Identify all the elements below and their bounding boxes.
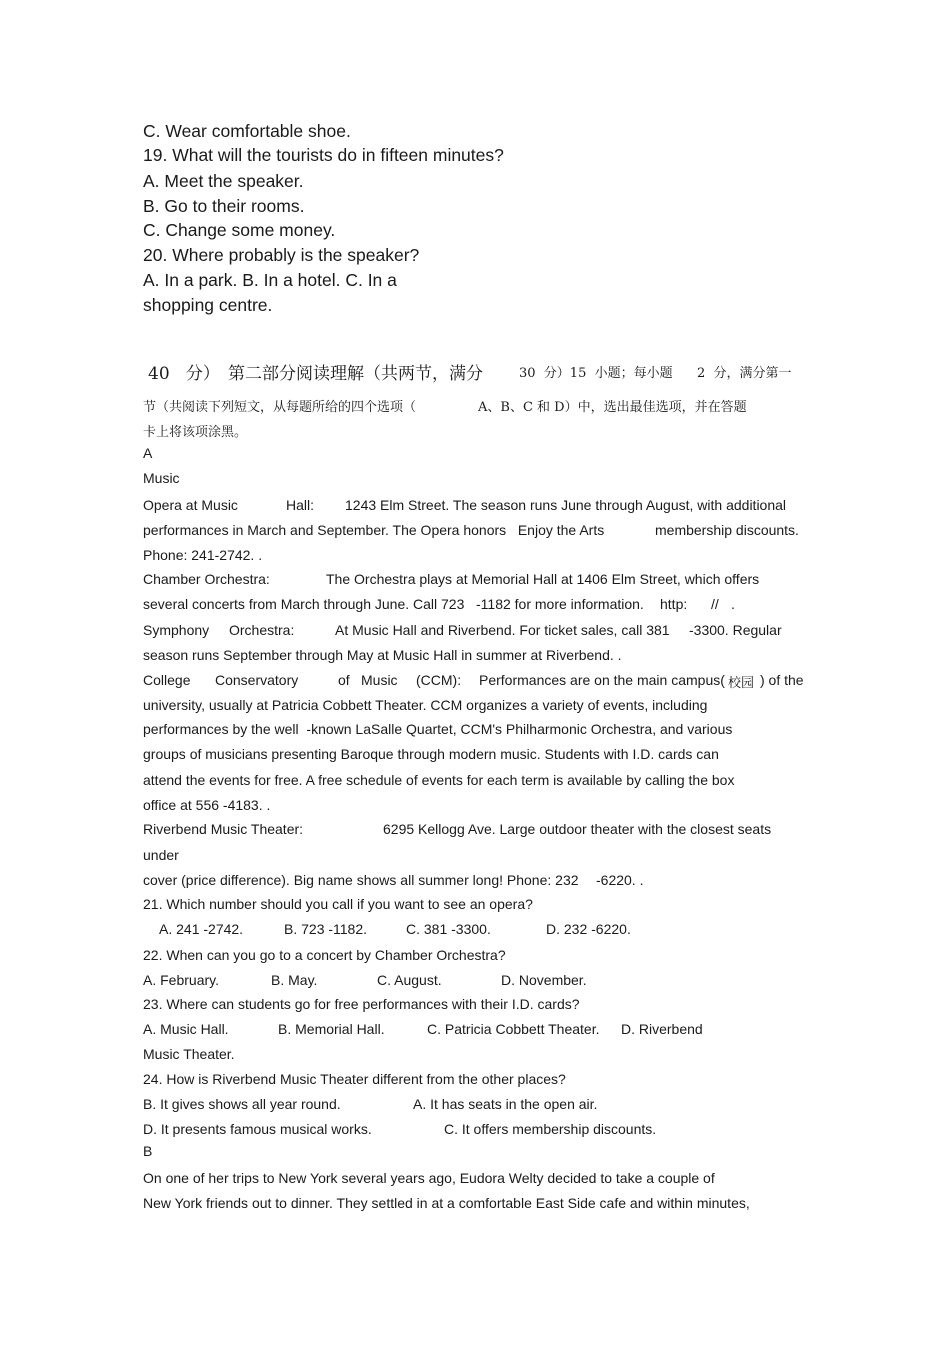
- entry-text: membership discounts.: [655, 522, 799, 538]
- entry-text: 6295 Kellogg Ave. Large outdoor theater with the closest seats: [383, 821, 772, 837]
- answer-option: B. Go to their rooms.: [143, 196, 305, 216]
- question-19: 19. What will the tourists do in fifteen minutes?: [143, 145, 504, 165]
- answer-option: B. Memorial Hall.: [278, 1021, 385, 1037]
- entry-text: cover (price difference). Big name shows all summer long! Phone: 232: [143, 872, 579, 888]
- answer-option: C. Patricia Cobbett Theater.: [427, 1021, 600, 1037]
- answer-option: B. May.: [271, 972, 318, 988]
- entry-text: performances in March and September. The Opera honors Enjoy the Arts: [143, 522, 605, 538]
- entry-text: season runs September through May at Music Hall in summer at Riverbend. .: [143, 647, 622, 663]
- entry-name: College: [143, 672, 191, 688]
- passage-label: B: [143, 1143, 153, 1159]
- entry-text: office at 556 -4183. .: [143, 797, 271, 813]
- answer-options-continued: shopping centre.: [143, 295, 273, 315]
- header-segment: 30 分）15 小题；每小题: [519, 366, 673, 381]
- entry-text: .: [731, 596, 735, 612]
- entry-text: under: [143, 847, 179, 863]
- passage-title: Music: [143, 470, 180, 486]
- passage-text: On one of her trips to New York several years ago, Eudora Welty decided to take a couple of: [143, 1170, 715, 1186]
- entry-name: Conservatory: [215, 672, 299, 688]
- entry-text: performances by the well -known LaSalle Quartet, CCM's Philharmonic Orchestra, and various: [143, 721, 733, 737]
- answer-option: D. November.: [501, 972, 587, 988]
- entry-text: 校园: [728, 676, 755, 691]
- entry-name: Riverbend Music Theater:: [143, 821, 304, 837]
- header-segment: 卡上将该项涂黑。: [143, 425, 248, 440]
- answer-option: A. Meet the speaker.: [143, 171, 304, 191]
- question-22: 22. When can you go to a concert by Chamber Orchestra?: [143, 947, 506, 963]
- entry-text: university, usually at Patricia Cobbett Theater. CCM organizes a variety of events, including: [143, 697, 708, 713]
- entry-text: //: [711, 596, 719, 612]
- header-segment: 40 分）: [148, 364, 220, 384]
- entry-name: Symphony: [143, 622, 210, 638]
- answer-option: C. It offers membership discounts.: [444, 1121, 657, 1137]
- entry-text: Performances are on the main campus(: [479, 672, 725, 688]
- entry-text: -6220. .: [596, 872, 644, 888]
- passage-text: New York friends out to dinner. They settled in at a comfortable East Side cafe and within minutes,: [143, 1195, 750, 1211]
- entry-text: 1243 Elm Street. The season runs June through August, with additional: [345, 497, 787, 513]
- answer-option: C. Wear comfortable shoe.: [143, 121, 351, 141]
- question-23: 23. Where can students go for free performances with their I.D. cards?: [143, 996, 580, 1012]
- header-segment: 第二部分阅读理解（共两节，满分: [228, 364, 483, 384]
- question-24: 24. How is Riverbend Music Theater different from the other places?: [143, 1071, 566, 1087]
- answer-option: D. 232 -6220.: [546, 921, 631, 937]
- answer-option: A. February.: [143, 972, 219, 988]
- entry-name: (CCM):: [416, 672, 462, 688]
- entry-text: ) of the: [760, 672, 804, 688]
- entry-name: Chamber Orchestra:: [143, 571, 270, 587]
- passage-label: A: [143, 445, 153, 461]
- entry-text: attend the events for free. A free schedule of events for each term is available by calling the box: [143, 772, 735, 788]
- header-segment: A、B、C 和 D）中，选出最佳选项，并在答题: [478, 400, 747, 415]
- entry-text: groups of musicians presenting Baroque through modern music. Students with I.D. cards can: [143, 746, 719, 762]
- entry-text: several concerts from March through June. Call 723: [143, 596, 465, 612]
- question-21: 21. Which number should you call if you want to see an opera?: [143, 896, 533, 912]
- answer-option: Music Theater.: [143, 1046, 235, 1062]
- entry-name: Opera at Music: [143, 497, 238, 513]
- answer-option: B. It gives shows all year round.: [143, 1096, 341, 1112]
- entry-text: Phone: 241-2742. .: [143, 547, 263, 563]
- entry-name: Music: [361, 672, 398, 688]
- answer-option: C. August.: [377, 972, 442, 988]
- entry-text: -1182 for more information.: [476, 596, 644, 612]
- entry-text: The Orchestra plays at Memorial Hall at 1406 Elm Street, which offers: [326, 571, 760, 587]
- entry-text: At Music Hall and Riverbend. For ticket sales, call 381: [335, 622, 670, 638]
- answer-option: D. Riverbend: [621, 1021, 703, 1037]
- answer-option: A. It has seats in the open air.: [413, 1096, 598, 1112]
- entry-name: of: [338, 672, 350, 688]
- entry-name: Hall:: [286, 497, 315, 513]
- header-segment: 节（共阅读下列短文，从每题所给的四个选项（: [143, 400, 417, 415]
- answer-options: A. In a park. B. In a hotel. C. In a: [143, 270, 397, 290]
- answer-option: C. Change some money.: [143, 220, 336, 240]
- entry-name: Orchestra:: [229, 622, 295, 638]
- header-segment: 2 分，满分第一: [697, 366, 792, 381]
- answer-option: C. 381 -3300.: [406, 921, 491, 937]
- answer-option: D. It presents famous musical works.: [143, 1121, 372, 1137]
- answer-option: A. 241 -2742.: [159, 921, 244, 937]
- answer-option: B. 723 -1182.: [284, 921, 368, 937]
- entry-text: http:: [660, 596, 688, 612]
- answer-option: A. Music Hall.: [143, 1021, 229, 1037]
- entry-text: -3300. Regular: [689, 622, 782, 638]
- question-20: 20. Where probably is the speaker?: [143, 245, 420, 265]
